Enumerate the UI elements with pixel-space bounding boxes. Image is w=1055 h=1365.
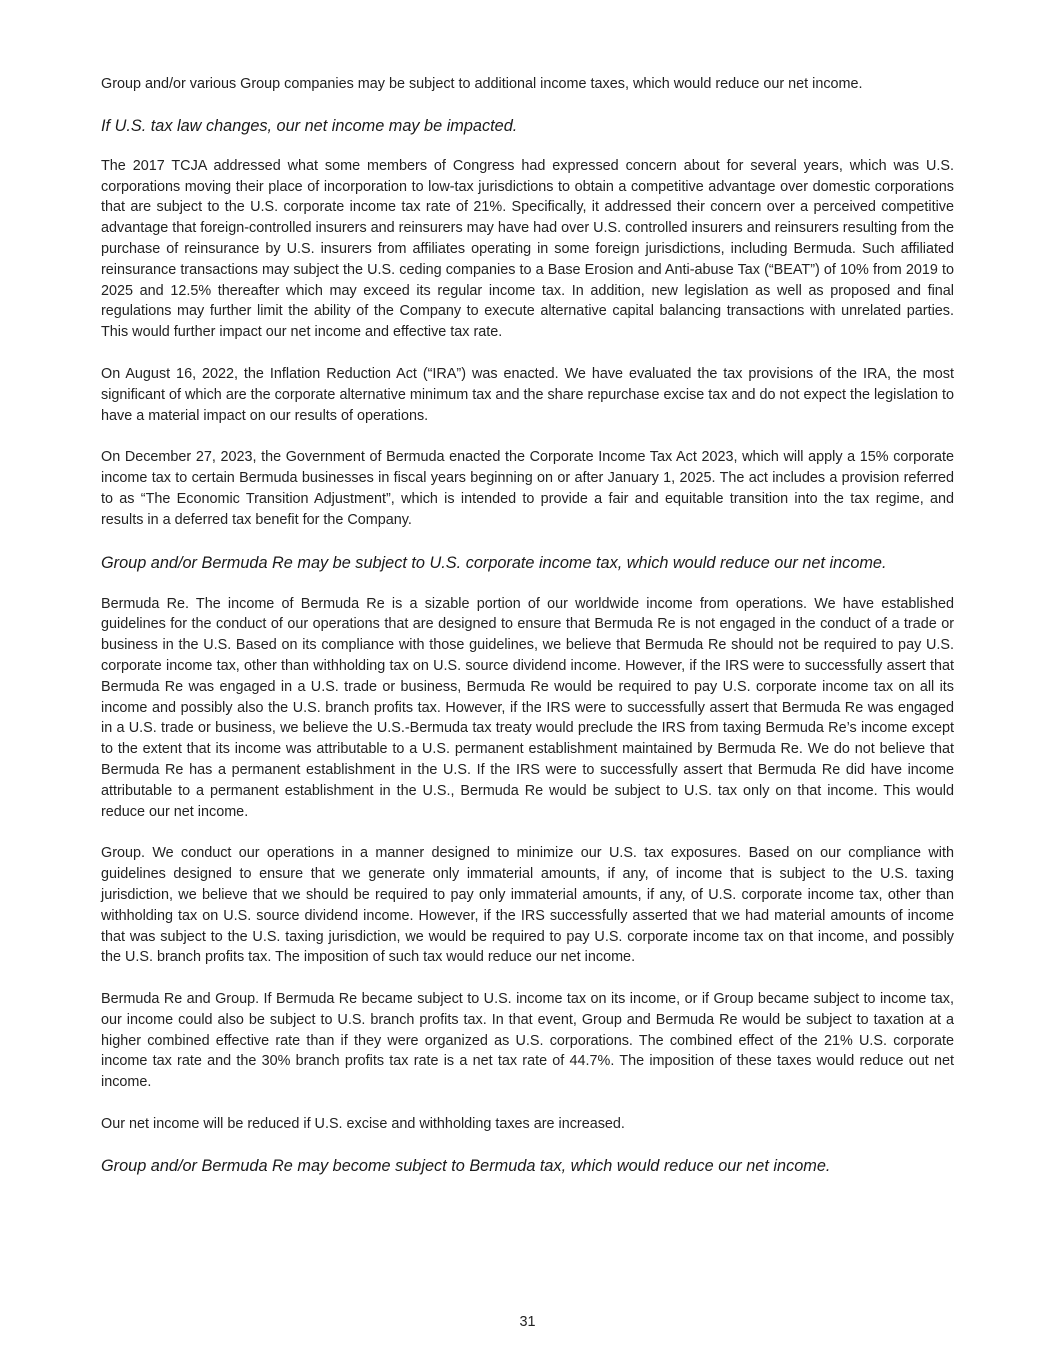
paragraph-bermuda-re: Bermuda Re. The income of Bermuda Re is a sizable portion of our worldwide income from operations. We have established guidelines for the conduct of our operations that are designed to ensure that Bermuda Re is not engaged in the conduct of a trade or business in the U.S. Based on its compliance with those guidelines, we believe that Bermuda Re should not be required to pay U.S. corporate income tax, other than withholding tax on U.S. source dividend income. However, if the IRS were to successfully assert that Bermuda Re was engaged in a U.S. trade or business, Bermuda Re would be required to pay U.S. corporate income tax on all its income and possibly also the U.S. branch profits tax. However, if the IRS were to successfully assert that Bermuda Re was engaged in a U.S. trade or business, we believe the U.S.-Bermuda tax treaty would preclude the IRS from taxing Bermuda Re’s income except to the extent that its income was attributable to a U.S. permanent establishment maintained by Bermuda Re. We do not believe that Bermuda Re has a permanent establishment in the U.S. If the IRS were to successfully assert that Bermuda Re did have income attributable to a permanent establishment in the U.S., Bermuda Re would be subject to U.S. tax only on that income. This would reduce our net income. (101, 595, 954, 820)
paragraph-additional-income-taxes: Group and/or various Group companies may be subject to additional income taxes, which would reduce our net income. (101, 76, 863, 92)
heading-bermuda-tax: Group and/or Bermuda Re may become subject to Bermuda tax, which would reduce our net income. (101, 1156, 831, 1175)
paragraph-group: Group. We conduct our operations in a manner designed to minimize our U.S. tax exposures. Based on our compliance with guidelines designed to ensure that we generate only immaterial amounts, if any, of income that is subject to the U.S. taxing jurisdiction, we believe that we should be required to pay only immaterial amounts, if any, of U.S. corporate income tax, other than withholding tax on U.S. source dividend income. However, if the IRS successfully asserted that we had material amounts of income that was subject to the U.S. taxing jurisdiction, we would be required to pay U.S. corporate income tax on that income, and possibly the U.S. branch profits tax. The imposition of such tax would reduce our net income. (101, 845, 954, 966)
document-page (101, 74, 954, 1177)
heading-us-tax-law-changes: If U.S. tax law changes, our net income may be impacted. (101, 116, 518, 135)
paragraph-bermuda-corporate-income-tax-act: On December 27, 2023, the Government of Bermuda enacted the Corporate Income Tax Act 2023, which will apply a 15% corporate income tax to certain Bermuda businesses in fiscal years beginning on or after January 1, 2025. The act includes a provision referred to as “The Economic Transition Adjustment”, which is intended to provide a fair and equitable transition into the tax regime, and results in a deferred tax benefit for the Company. (101, 449, 954, 528)
page-number: 31 (519, 1314, 536, 1330)
paragraph-bermuda-re-and-group: Bermuda Re and Group. If Bermuda Re became subject to U.S. income tax on its income, or if Group became subject to income tax, our income could also be subject to U.S. branch profits tax. In that event, Group and Bermuda Re would be subject to taxation at a higher combined effective rate than if they were organized as U.S. corporations. The combined effect of the 21% U.S. corporate income tax rate and the 30% branch profits tax rate is a net tax rate of 44.7%. The imposition of these taxes would reduce out net income. (101, 991, 954, 1091)
paragraph-inflation-reduction-act: On August 16, 2022, the Inflation Reduction Act (“IRA”) was enacted. We have evaluated the tax provisions of the IRA, the most significant of which are the corporate alternative minimum tax and the share repurchase excise tax and do not expect the legislation to have a material impact on our results of operations. (101, 365, 954, 424)
paragraph-tcja: The 2017 TCJA addressed what some members of Congress had expressed concern about for several years, which was U.S. corporations moving their place of incorporation to low-tax jurisdictions to obtain a competitive advantage over domestic corporations that are subject to the U.S. corporate income tax rate of 21%. Specifically, it addressed their concern over a perceived competitive advantage that foreign-controlled insurers and reinsurers may have had over U.S. controlled insurers and reinsurers resulting from the purchase of reinsurance by U.S. insurers from affiliates operating in some foreign jurisdictions, including Bermuda. Such affiliated reinsurance transactions may subject the U.S. ceding companies to a Base Erosion and Anti-abuse Tax (“BEAT”) of 10% from 2019 to 2025 and 12.5% thereafter which may exceed its regular income tax. In addition, new legislation as well as proposed and final regulations may further limit the ability of the Company to execute alternative capital balancing transactions with unrelated parties. This would further impact our net income and effective tax rate. (101, 157, 954, 341)
paragraph-excise-withholding-taxes: Our net income will be reduced if U.S. excise and withholding taxes are increased. (101, 1116, 625, 1133)
heading-us-corporate-income-tax: Group and/or Bermuda Re may be subject to U.S. corporate income tax, which would reduce our net income. (101, 553, 887, 572)
